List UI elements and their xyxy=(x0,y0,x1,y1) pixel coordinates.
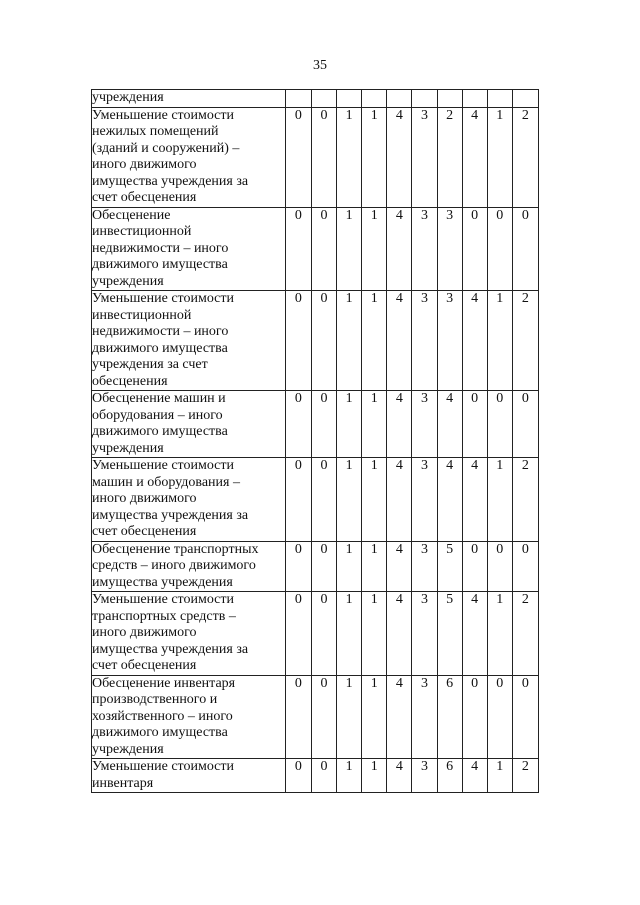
code-digit: 0 xyxy=(285,541,311,592)
code-digit: 3 xyxy=(412,391,437,458)
code-digit: 0 xyxy=(285,107,311,207)
code-digit: 0 xyxy=(462,207,487,291)
code-digit xyxy=(285,90,311,108)
code-digit: 4 xyxy=(462,291,487,391)
code-digit: 0 xyxy=(285,675,311,759)
code-digit: 0 xyxy=(487,207,512,291)
code-digit: 2 xyxy=(512,759,538,793)
code-digit xyxy=(412,90,437,108)
code-digit: 0 xyxy=(512,675,538,759)
code-digit: 4 xyxy=(437,391,462,458)
code-digit: 0 xyxy=(512,541,538,592)
code-digit: 2 xyxy=(512,458,538,542)
code-digit: 0 xyxy=(311,675,336,759)
code-digit xyxy=(487,90,512,108)
code-digit: 1 xyxy=(487,759,512,793)
code-digit: 1 xyxy=(362,592,387,676)
description-line: учреждения xyxy=(92,90,164,105)
code-digit: 1 xyxy=(337,675,362,759)
code-digit: 4 xyxy=(462,759,487,793)
code-digit: 4 xyxy=(387,107,412,207)
description-line: Уменьшение стоимости xyxy=(92,458,234,473)
code-digit: 0 xyxy=(462,675,487,759)
code-digit: 3 xyxy=(412,759,437,793)
code-digit: 3 xyxy=(412,675,437,759)
code-digit: 0 xyxy=(487,541,512,592)
code-digit: 2 xyxy=(512,592,538,676)
table-row xyxy=(92,207,539,291)
description-line: производственного и xyxy=(92,692,218,707)
description-line: Обесценение инвентаря xyxy=(92,675,236,691)
description-line: Обесценение транспортных xyxy=(92,541,259,557)
description-line: счет обесценения xyxy=(92,524,197,539)
code-digit xyxy=(362,90,387,108)
code-digit: 0 xyxy=(285,592,311,676)
account-code-table xyxy=(91,89,539,793)
code-digit: 2 xyxy=(512,107,538,207)
table-row xyxy=(92,291,539,391)
description-line: имущества учреждения за xyxy=(92,507,249,523)
code-digit: 4 xyxy=(387,592,412,676)
description-line: иного движимого xyxy=(92,491,197,506)
description-line: оборудования – иного xyxy=(92,407,223,423)
code-digit: 2 xyxy=(437,107,462,207)
description-line: имущества учреждения за xyxy=(92,641,249,657)
code-digit: 3 xyxy=(412,592,437,676)
description-line: движимого имущества xyxy=(92,725,228,740)
code-digit: 3 xyxy=(412,207,437,291)
code-digit: 0 xyxy=(311,207,336,291)
code-digit: 1 xyxy=(362,458,387,542)
description-line: учреждения xyxy=(92,741,164,757)
row-description xyxy=(92,391,286,458)
code-digit: 3 xyxy=(437,207,462,291)
code-digit: 1 xyxy=(487,107,512,207)
description-line: Уменьшение стоимости xyxy=(92,592,234,607)
code-digit: 3 xyxy=(412,458,437,542)
code-digit: 0 xyxy=(462,391,487,458)
code-digit: 0 xyxy=(311,759,336,793)
table-row xyxy=(92,592,539,676)
table-row xyxy=(92,759,539,793)
code-digit: 1 xyxy=(362,291,387,391)
code-digit: 4 xyxy=(462,592,487,676)
table-row xyxy=(92,675,539,759)
code-digit: 1 xyxy=(362,107,387,207)
code-digit: 0 xyxy=(285,759,311,793)
code-digit: 4 xyxy=(437,458,462,542)
description-line: счет обесценения xyxy=(92,190,197,205)
code-digit: 1 xyxy=(337,107,362,207)
row-description xyxy=(92,592,286,676)
code-digit: 1 xyxy=(487,592,512,676)
code-digit: 4 xyxy=(387,759,412,793)
description-line: имущества учреждения за xyxy=(92,173,249,189)
row-description xyxy=(92,675,286,759)
code-digit: 1 xyxy=(337,207,362,291)
code-digit xyxy=(337,90,362,108)
code-digit: 4 xyxy=(387,391,412,458)
page-number: 35 xyxy=(313,58,327,73)
description-line: Уменьшение стоимости xyxy=(92,759,234,774)
code-digit: 1 xyxy=(362,207,387,291)
code-digit: 0 xyxy=(462,541,487,592)
row-description xyxy=(92,759,286,793)
code-digit: 1 xyxy=(337,291,362,391)
code-digit: 1 xyxy=(362,391,387,458)
row-description xyxy=(92,458,286,542)
description-line: инвентаря xyxy=(92,775,154,791)
description-line: хозяйственного – иного xyxy=(92,708,233,724)
description-line: Уменьшение стоимости xyxy=(92,107,234,123)
code-digit: 1 xyxy=(362,541,387,592)
description-line: машин и оборудования – xyxy=(92,474,240,490)
code-digit: 0 xyxy=(311,107,336,207)
code-digit: 0 xyxy=(285,207,311,291)
code-digit xyxy=(311,90,336,108)
description-line: учреждения xyxy=(92,440,164,456)
code-digit: 4 xyxy=(387,291,412,391)
description-line: инвестиционной xyxy=(92,307,192,323)
code-digit: 0 xyxy=(285,291,311,391)
code-digit: 4 xyxy=(387,541,412,592)
code-digit: 0 xyxy=(285,391,311,458)
code-digit: 1 xyxy=(487,458,512,542)
table-row xyxy=(92,90,539,108)
code-digit: 0 xyxy=(512,207,538,291)
code-digit: 0 xyxy=(512,391,538,458)
description-line: Обесценение xyxy=(92,207,171,223)
code-digit: 5 xyxy=(437,592,462,676)
description-line: Обесценение машин и xyxy=(92,391,226,406)
code-digit xyxy=(437,90,462,108)
code-digit: 1 xyxy=(337,391,362,458)
row-description xyxy=(92,207,286,291)
table-row xyxy=(92,107,539,207)
code-digit: 3 xyxy=(412,107,437,207)
code-digit xyxy=(387,90,412,108)
code-digit: 0 xyxy=(311,458,336,542)
description-line: Уменьшение стоимости xyxy=(92,291,234,306)
code-digit: 1 xyxy=(362,759,387,793)
table-row xyxy=(92,458,539,542)
description-line: недвижимости – иного xyxy=(92,324,229,339)
code-digit xyxy=(512,90,538,108)
row-description xyxy=(92,291,286,391)
description-line: транспортных средств – xyxy=(92,608,236,624)
row-description xyxy=(92,107,286,207)
row-description xyxy=(92,541,286,592)
code-digit: 0 xyxy=(311,541,336,592)
code-digit: 1 xyxy=(337,759,362,793)
description-line: имущества учреждения xyxy=(92,574,233,590)
description-line: (зданий и сооружений) – xyxy=(92,140,240,156)
code-digit: 0 xyxy=(487,675,512,759)
code-digit: 3 xyxy=(437,291,462,391)
description-line: обесценения xyxy=(92,373,168,389)
code-digit: 3 xyxy=(412,291,437,391)
description-line: движимого имущества xyxy=(92,257,228,272)
code-digit: 0 xyxy=(311,592,336,676)
description-line: движимого имущества xyxy=(92,340,228,356)
description-line: средств – иного движимого xyxy=(92,558,256,573)
code-digit: 4 xyxy=(462,107,487,207)
description-line: счет обесценения xyxy=(92,658,197,673)
code-digit: 5 xyxy=(437,541,462,592)
description-line: инвестиционной xyxy=(92,224,192,239)
description-line: движимого имущества xyxy=(92,424,228,439)
code-digit: 1 xyxy=(337,541,362,592)
code-digit: 0 xyxy=(487,391,512,458)
description-line: учреждения за счет xyxy=(92,357,208,372)
code-digit: 0 xyxy=(285,458,311,542)
description-line: иного движимого xyxy=(92,157,197,172)
description-line: нежилых помещений xyxy=(92,124,219,139)
code-digit: 0 xyxy=(311,291,336,391)
code-digit: 1 xyxy=(362,675,387,759)
description-line: учреждения xyxy=(92,273,164,289)
code-digit: 6 xyxy=(437,759,462,793)
description-line: иного движимого xyxy=(92,625,197,640)
code-digit xyxy=(462,90,487,108)
code-digit: 0 xyxy=(311,391,336,458)
row-description xyxy=(92,90,286,108)
code-digit: 1 xyxy=(337,592,362,676)
code-digit: 1 xyxy=(337,458,362,542)
code-digit: 2 xyxy=(512,291,538,391)
code-digit: 4 xyxy=(387,675,412,759)
code-digit: 1 xyxy=(487,291,512,391)
code-digit: 3 xyxy=(412,541,437,592)
description-line: недвижимости – иного xyxy=(92,240,229,256)
table-row xyxy=(92,391,539,458)
code-digit: 6 xyxy=(437,675,462,759)
code-digit: 4 xyxy=(387,458,412,542)
code-digit: 4 xyxy=(387,207,412,291)
table-row xyxy=(92,541,539,592)
code-digit: 4 xyxy=(462,458,487,542)
